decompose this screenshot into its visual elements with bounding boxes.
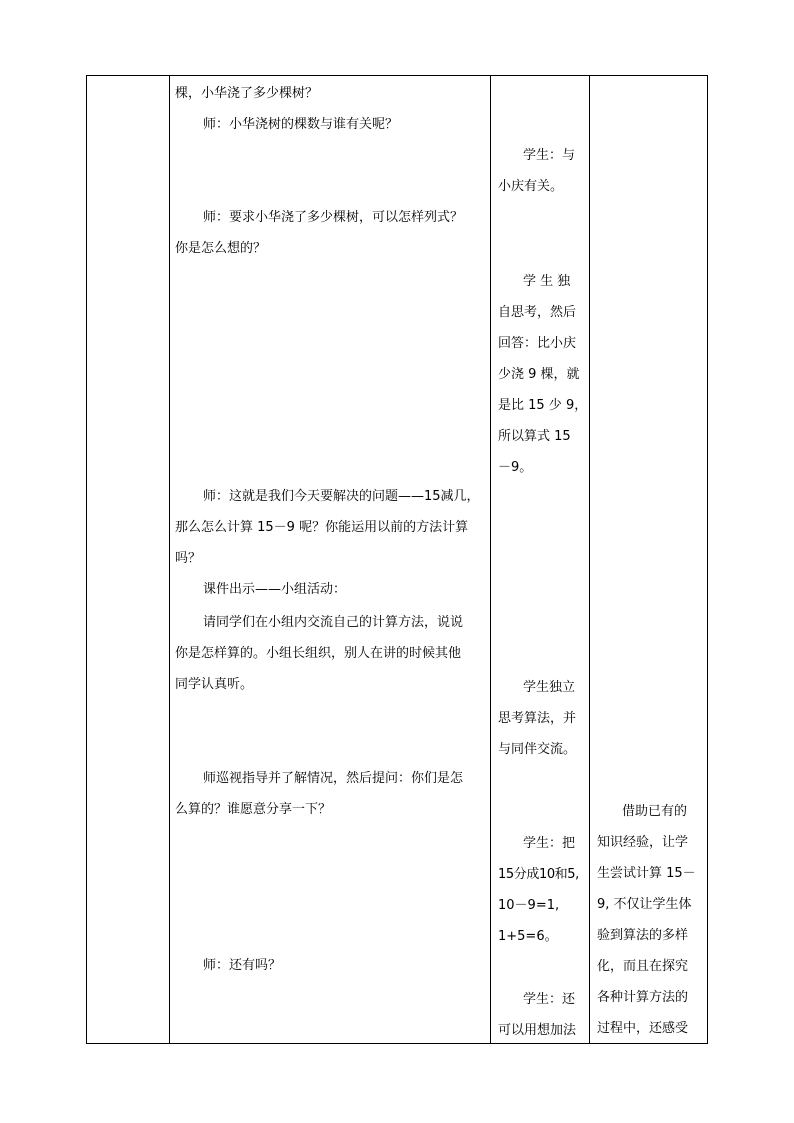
student-line: 与同伴交流。 [498, 742, 577, 757]
lesson-table [86, 75, 708, 1044]
intent-line: 验到算法的多样 [597, 928, 689, 943]
student-line: 15分成10和5, [498, 867, 579, 882]
student-line: －9。 [498, 460, 533, 475]
teacher-line: 那么怎么计算 15－9 呢？你能运用以前的方法计算 [175, 520, 469, 535]
teacher-line: 么算的？谁愿意分享一下？ [175, 802, 332, 817]
teacher-line: 你是怎样算的。小组长组织，别人在讲的时候其他 [175, 646, 462, 661]
student-line: 所以算式 15 [498, 429, 571, 444]
student-line: 学 生 独 [523, 274, 571, 289]
teacher-line: 师巡视指导并了解情况，然后提问：你们是怎 [203, 771, 464, 786]
teacher-line: 师：还有吗？ [203, 958, 282, 973]
teacher-line: 你是怎么想的？ [175, 241, 267, 256]
intent-line: 9, 不仅让学生体 [597, 897, 692, 912]
teacher-line: 课件出示——小组活动： [203, 582, 347, 597]
teacher-line: 吗？ [175, 551, 202, 566]
student-line: 少浇 9 棵，就 [498, 367, 580, 382]
intent-line: 知识经验，让学 [597, 835, 689, 850]
student-line: 可以用想加法 [498, 1023, 577, 1038]
student-line: 学生：把 [523, 836, 576, 851]
student-activity-cell [491, 76, 589, 1043]
teacher-activity-cell [170, 76, 490, 1043]
intent-line: 过程中，还感受 [597, 1021, 689, 1036]
teacher-line: 棵，小华浇了多少棵树？ [175, 86, 319, 101]
intent-line: 各种计算方法的 [597, 990, 689, 1005]
student-line: 学生：还 [523, 992, 576, 1007]
stage-cell [87, 76, 169, 1043]
student-line: 1+5=6。 [498, 929, 558, 944]
student-line: 自思考，然后 [498, 305, 577, 320]
teacher-line: 师：要求小华浇了多少棵树，可以怎样列式？ [203, 210, 464, 225]
design-intent-cell [590, 76, 708, 1043]
student-line: 学生独立 [523, 680, 576, 695]
student-line: 学生：与 [523, 148, 576, 163]
teacher-line: 师：小华浇树的棵数与谁有关呢？ [203, 117, 399, 132]
student-line: 10－9=1, [498, 898, 560, 913]
teacher-line: 同学认真听。 [175, 677, 254, 692]
intent-line: 生尝试计算 15－ [597, 866, 696, 881]
student-line: 回答：比小庆 [498, 336, 577, 351]
teacher-line: 请同学们在小组内交流自己的计算方法，说说 [203, 615, 464, 630]
student-line: 小庆有关。 [498, 179, 564, 194]
intent-line: 化，而且在探究 [597, 959, 689, 974]
intent-line: 借助已有的 [622, 804, 688, 819]
student-line: 是比 15 少 9， [498, 398, 588, 413]
teacher-line: 师：这就是我们今天要解决的问题——15减几， [203, 489, 480, 504]
student-line: 思考算法，并 [498, 711, 577, 726]
